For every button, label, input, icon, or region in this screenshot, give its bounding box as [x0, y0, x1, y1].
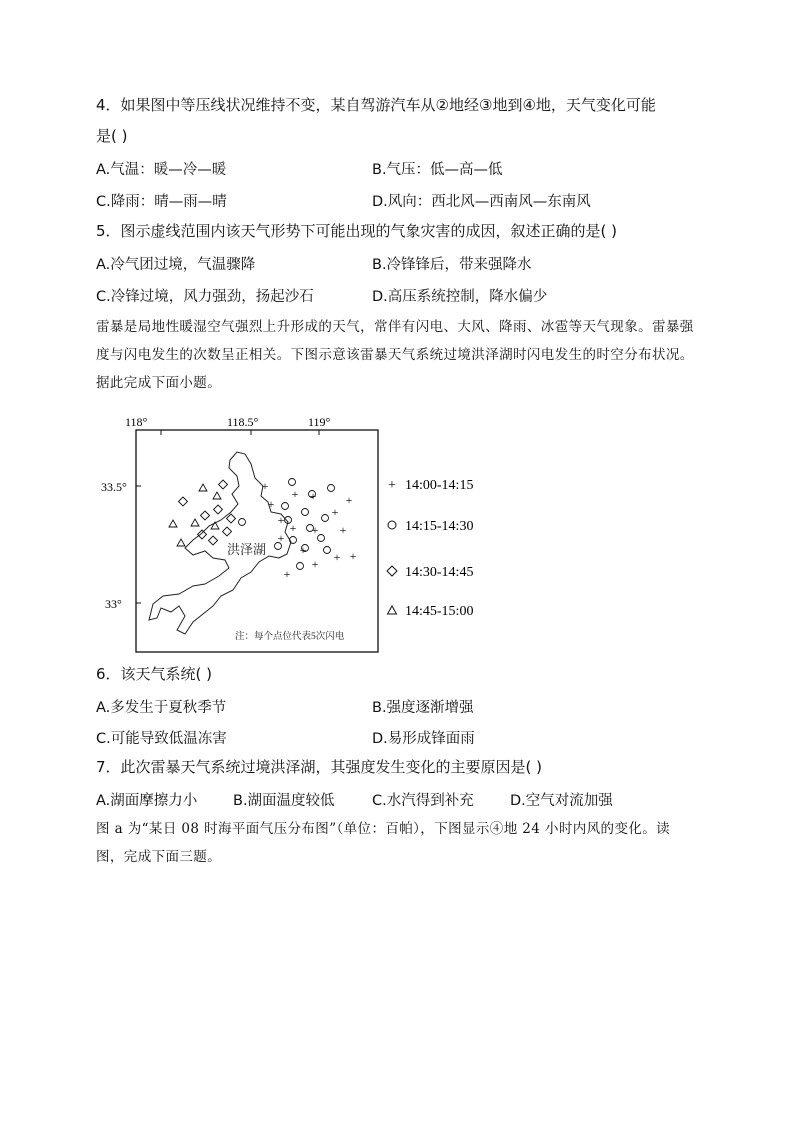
q4-option-b: B.气压：低—高—低 [372, 162, 503, 178]
triangle-mark [177, 539, 185, 546]
legend-label-14-00: 14:00-14:15 [405, 478, 474, 493]
legend-label-14-45: 14:45-15:00 [405, 604, 474, 619]
diamond-mark [219, 480, 228, 489]
triangle-mark [191, 519, 199, 526]
circle-mark [302, 509, 309, 516]
lon-label-118: 118° [125, 415, 148, 429]
map-legend [387, 478, 473, 619]
q5-stem: 5．图示虚线范围内该天气形势下可能出现的气象灾害的成因，叙述正确的是( ) [96, 222, 618, 240]
plus-mark: + [277, 513, 285, 527]
lon-label-118-5: 118.5° [227, 415, 259, 429]
lake-outline [149, 452, 291, 634]
plus-mark: + [349, 549, 357, 563]
q6-option-c: C.可能导致低温冻害 [96, 731, 227, 747]
q5-option-d: D.高压系统控制，降水偏少 [372, 289, 548, 305]
q4-option-a: A.气温：暖—冷—暖 [96, 162, 227, 178]
diamond-mark [209, 536, 218, 545]
q7-stem: 7．此次雷暴天气系统过境洪泽湖，其强度发生变化的主要原因是( ) [96, 758, 543, 776]
plus-mark: + [299, 543, 307, 557]
circle-mark [328, 485, 335, 492]
circle-mark [297, 563, 304, 570]
plus-mark: + [345, 493, 353, 507]
q4-stem-line1: 4．如果图中等压线状况维持不变，某自驾游汽车从②地经③地到④地，天气变化可能 [96, 96, 656, 114]
q4-option-c: C.降雨：晴—雨—晴 [96, 194, 227, 210]
q5-option-c: C.冷锋过境，风力强劲，扬起沙石 [96, 289, 314, 305]
triangle-mark [213, 492, 221, 499]
plus-mark: + [267, 497, 275, 511]
q7-option-b: B.湖面温度较低 [233, 793, 335, 809]
q6-option-b: B.强度逐渐增强 [372, 700, 474, 716]
plus-mark: + [283, 567, 291, 581]
q5-option-b: B.冷锋锋后，带来强降水 [372, 257, 532, 273]
plus-mark: + [309, 489, 317, 503]
plus-mark: + [291, 487, 299, 501]
diamond-mark [227, 514, 236, 523]
plus-mark: + [333, 550, 341, 564]
diamond-mark [201, 511, 210, 520]
lightning-distribution-map [101, 408, 505, 656]
q6-option-d: D.易形成锋面雨 [372, 731, 475, 747]
plus-mark: + [261, 479, 269, 493]
map-frame [136, 430, 378, 652]
diamond-mark [198, 530, 207, 539]
lon-label-119: 119° [308, 415, 331, 429]
triangle-mark [169, 520, 177, 527]
legend-symbol-plus: + [388, 478, 396, 493]
legend-diamond-icon [387, 566, 397, 576]
plus-mark: + [277, 531, 285, 545]
wind-change-intro: 图 a 为“某日 08 时海平面气压分布图”（单位：百帕），下图显示④地 24 小时内风的变化。读图，完成下面三题。 [96, 821, 671, 865]
lake-label: 洪泽湖 [227, 542, 267, 557]
plus-mark: + [339, 523, 347, 537]
circle-mark [239, 519, 246, 526]
circle-mark [324, 547, 331, 554]
q7-option-c: C.水汽得到补充 [372, 793, 474, 809]
circle-mark [289, 479, 296, 486]
plus-mark: + [289, 521, 297, 535]
plus-mark: + [331, 505, 339, 519]
lat-label-33-5: 33.5° [101, 480, 127, 494]
diamond-mark [223, 527, 232, 536]
q7-option-a: A.湖面摩擦力小 [96, 793, 198, 809]
q7-option-d: D.空气对流加强 [510, 793, 613, 809]
circle-mark [282, 503, 289, 510]
legend-triangle-icon [388, 606, 397, 614]
plus-marks-14-00 [262, 479, 357, 581]
diamond-mark [179, 497, 188, 506]
legend-label-14-15: 14:15-14:30 [405, 519, 474, 534]
q4-option-d: D.风向：西北风—西南风—东南风 [372, 194, 591, 210]
diamond-mark [214, 505, 223, 514]
circle-mark [322, 515, 329, 522]
legend-label-14-30: 14:30-14:45 [405, 565, 474, 580]
plus-mark: + [311, 557, 319, 571]
legend-circle-icon [388, 521, 396, 529]
triangle-mark [199, 484, 207, 491]
circle-mark [318, 535, 325, 542]
thunderstorm-intro: 雷暴是局地性暖湿空气强烈上升形成的天气，常伴有闪电、大风、降雨、冰雹等天气现象。雷暴强度与闪电发生的次数呈正相关。下图示意该雷暴天气系统过境洪泽湖时闪电发生的时空分布状况。据此完成下面小题。 [96, 319, 694, 391]
diamond-marks-14-30 [179, 480, 236, 545]
circle-mark [290, 537, 297, 544]
lat-label-33: 33° [105, 597, 122, 611]
q4-stem-line2: 是( ) [96, 127, 128, 145]
map-note: 注：每个点位代表5次闪电 [235, 632, 345, 642]
q6-stem: 6．该天气系统( ) [96, 665, 213, 683]
q6-option-a: A.多发生于夏秋季节 [96, 700, 227, 716]
plus-mark: + [311, 523, 319, 537]
q5-option-a: A.冷气团过境，气温骤降 [96, 257, 256, 273]
